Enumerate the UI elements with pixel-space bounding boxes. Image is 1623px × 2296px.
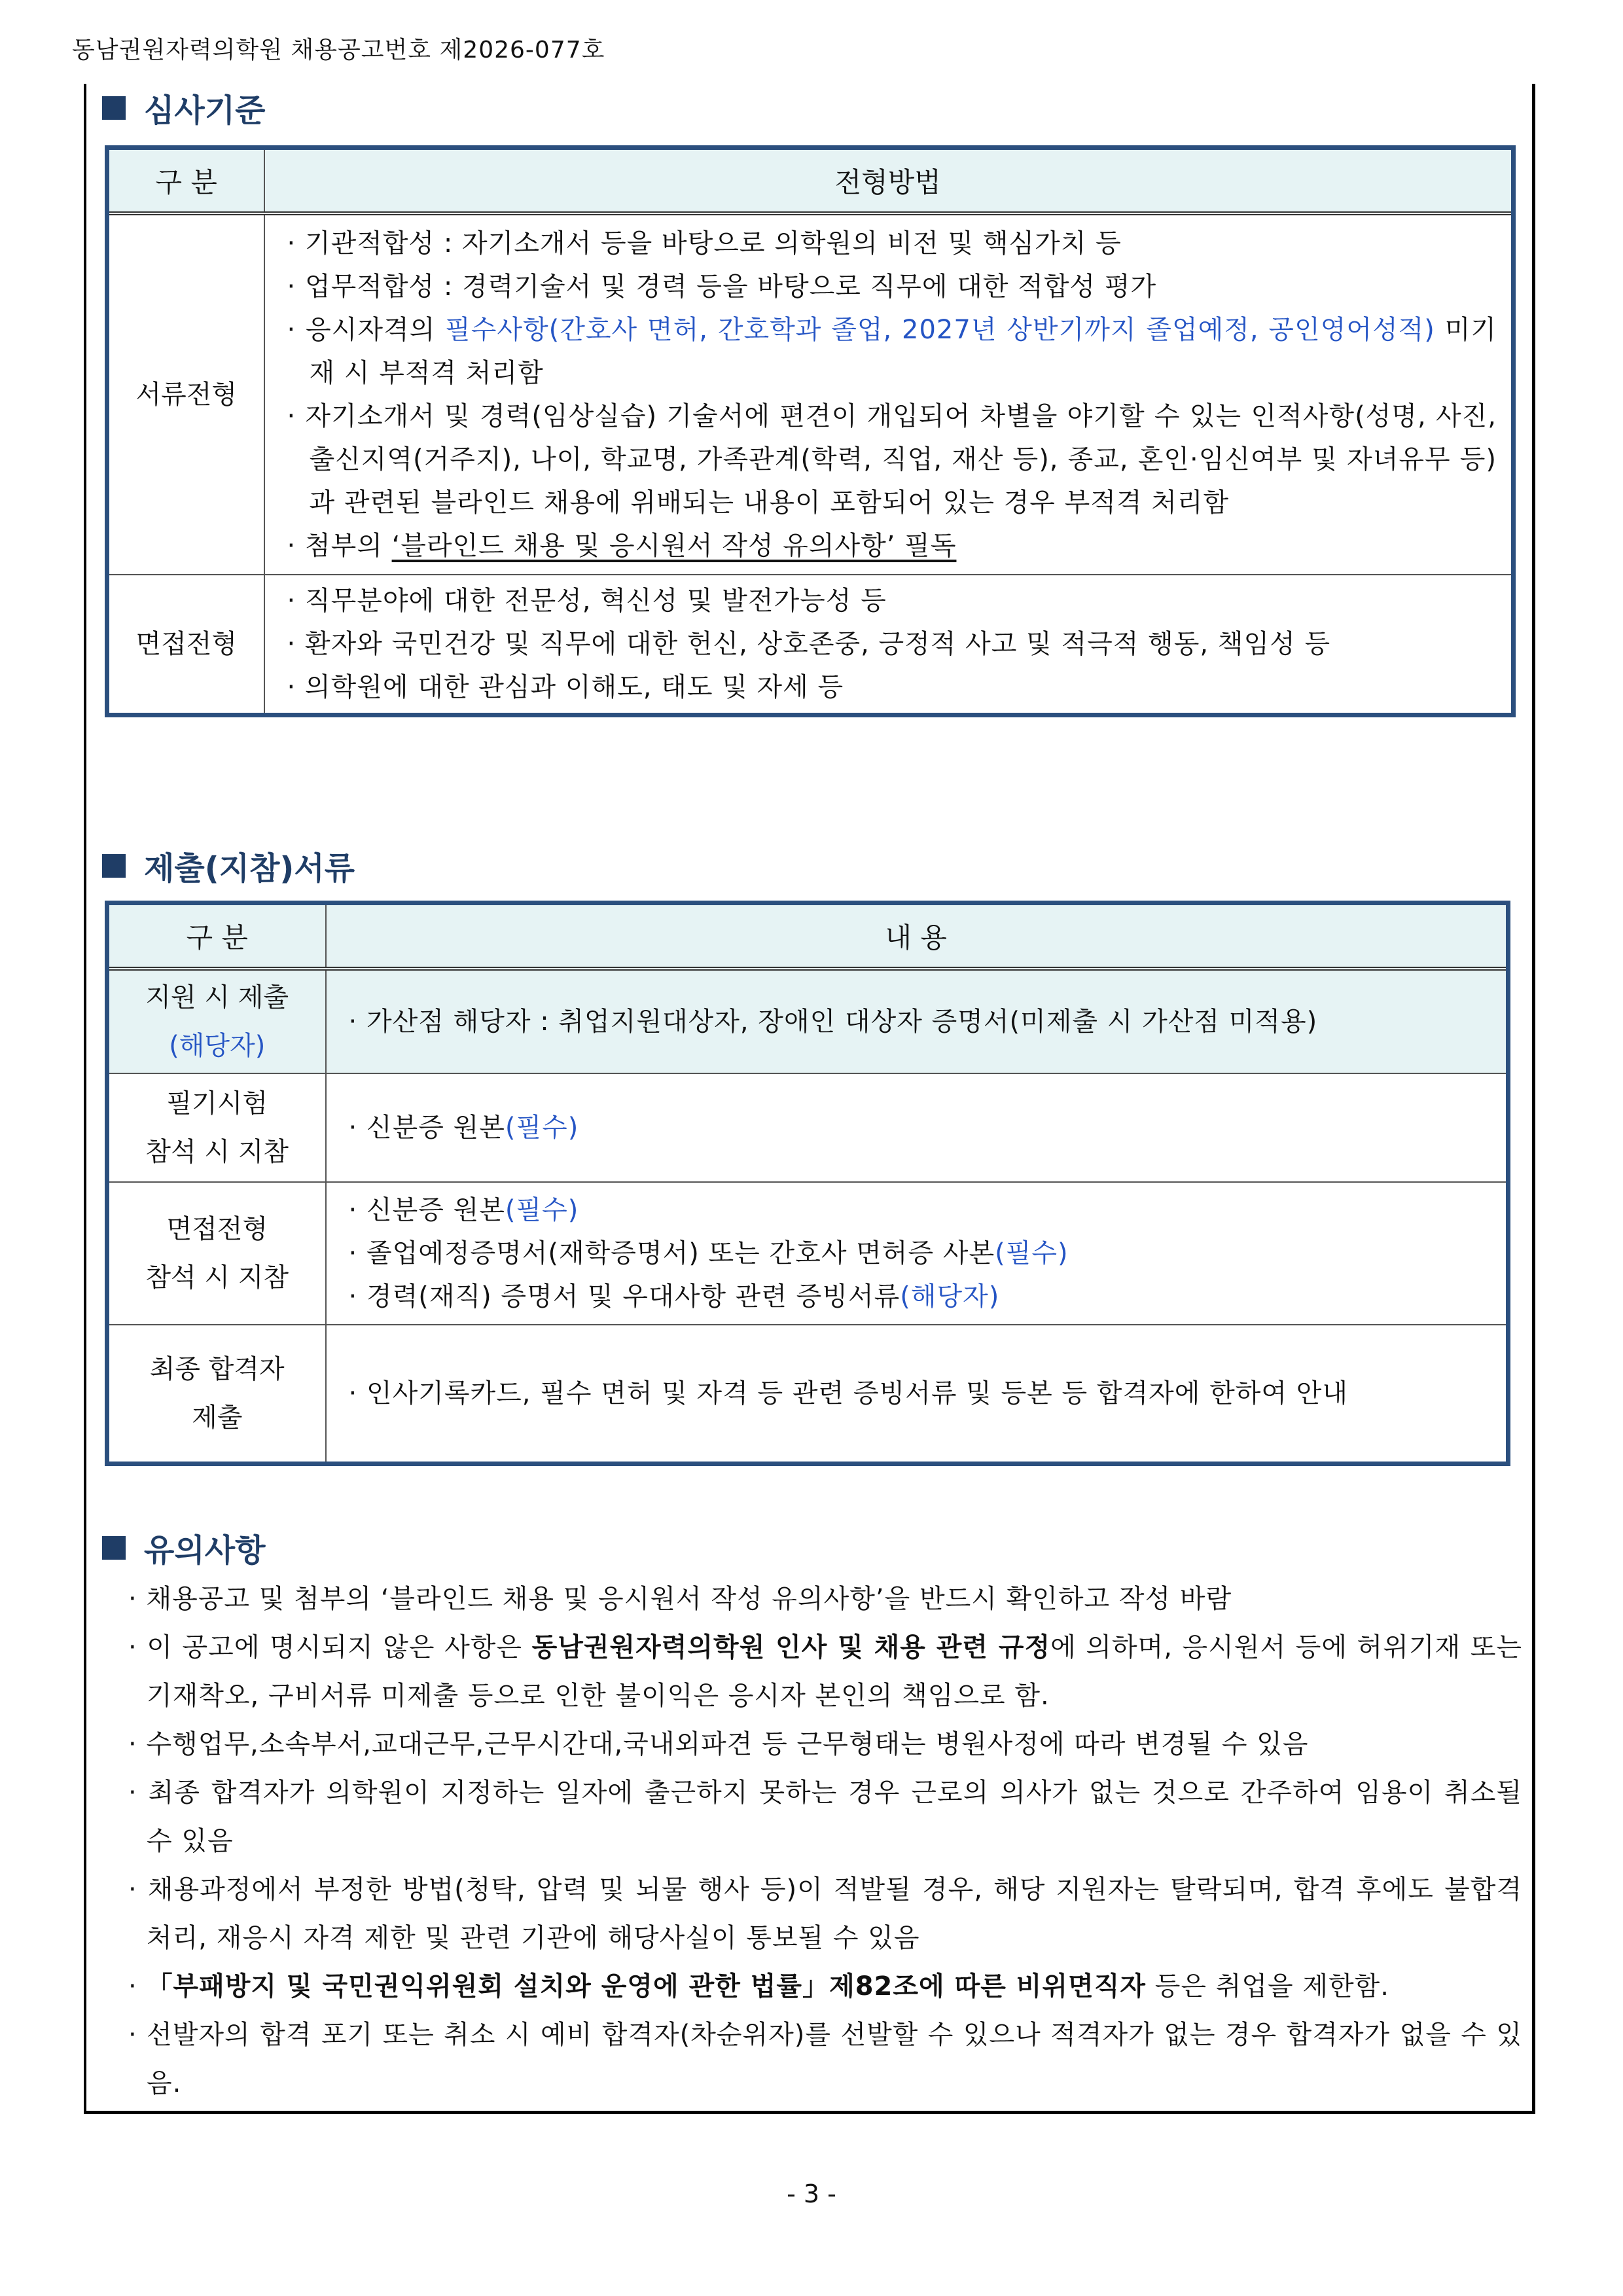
square-bullet-icon (102, 1536, 126, 1560)
documents-table (105, 901, 1510, 1466)
list-item: · 가산점 해당자 : 취업지원대상자, 장애인 대상자 증명서(미제출 시 가산점 미적용) (348, 1007, 1318, 1037)
table-row (107, 1182, 1508, 1325)
square-bullet-icon (102, 854, 126, 878)
list-item: · 신분증 원본(필수) (348, 1113, 579, 1143)
table-row (107, 213, 1514, 575)
list-item: · 업무적합성 : 경력기술서 및 경력 등을 바탕으로 직무에 대한 적합성 평가 (287, 272, 1157, 302)
row-label: 필기시험 참석 시 지참 (107, 1073, 326, 1182)
list-item: · 환자와 국민건강 및 직무에 대한 헌신, 상호존중, 긍정적 사고 및 적극적 행동, 책임성 등 (287, 629, 1331, 659)
table-row (107, 575, 1514, 715)
list-item: · 인사기록카드, 필수 면허 및 자격 등 관련 증빙서류 및 등본 등 합격자에 한하여 안내 (348, 1378, 1349, 1408)
table-row (107, 969, 1508, 1073)
row-label: 지원 시 제출 (해당자) (107, 969, 326, 1073)
section-title-criteria: 심사기준 (102, 85, 265, 130)
table-row (107, 1073, 1508, 1182)
document-header: 동남권원자력의학원 채용공고번호 제2026-077호 (72, 37, 605, 63)
required-reading-link: ‘블라인드 채용 및 응시원서 작성 유의사항’ 필독 (391, 531, 957, 561)
list-item: · 신분증 원본(필수) (348, 1195, 579, 1225)
square-bullet-icon (102, 96, 126, 120)
column-header: 구 분 (107, 903, 326, 969)
row-label: 면접전형 (107, 575, 264, 715)
page-number: - 3 - (787, 2179, 836, 2208)
row-label: 서류전형 (107, 213, 264, 575)
column-header: 구 분 (107, 148, 264, 214)
list-item: · 기관적합성 : 자기소개서 등을 바탕으로 의학원의 비전 및 핵심가치 등 (287, 228, 1122, 259)
list-item: · 첨부의 ‘블라인드 채용 및 응시원서 작성 유의사항’ 필독 (287, 531, 957, 561)
notes-list (128, 1575, 1522, 2108)
column-header: 내 용 (326, 903, 1508, 969)
list-item: · 경력(재직) 증명서 및 우대사항 관련 증빙서류(해당자) (348, 1282, 1000, 1312)
list-item: · 이 공고에 명시되지 않은 사항은 동남권원자력의학원 인사 및 채용 관련 규정에 의하며, 응시원서 등에 허위기재 또는 기재착오, 구비서류 미제출 등으로 인한 불이익은 응시자 본인의 책임으로 함. (128, 1632, 1522, 1711)
section-title-documents: 제출(지참)서류 (102, 843, 355, 888)
list-item: · 자기소개서 및 경력(임상실습) 기술서에 편견이 개입되어 차별을 야기할 수 있는 인적사항(성명, 사진, 출신지역(거주지), 나이, 학교명, 가족관계(학력, 직업, 재산 등), 종교, 혼인·임신여부 및 자녀유무 등)과 관련된 블라인드 채용에 위배되는 내용이 포함되어 있는 경우 부적격 처리함 (287, 401, 1497, 518)
section-title-notes: 유의사항 (102, 1525, 265, 1570)
list-item: · 선발자의 합격 포기 또는 취소 시 예비 합격자(차순위자)를 선발할 수 있으나 적격자가 없는 경우 합격자가 없을 수 있음. (128, 2020, 1522, 2098)
list-item: · 수행업무,소속부서,교대근무,근무시간대,국내외파견 등 근무형태는 병원사정에 따라 변경될 수 있음 (128, 1729, 1309, 1759)
row-label: 면접전형 참석 시 지참 (107, 1182, 326, 1325)
list-item: · 채용과정에서 부정한 방법(청탁, 압력 및 뇌물 행사 등)이 적발될 경우, 해당 지원자는 탈락되며, 합격 후에도 불합격 처리, 재응시 자격 제한 및 관련 기관에 해당사실이 통보될 수 있음 (128, 1874, 1522, 1953)
list-item: · 졸업예정증명서(재학증명서) 또는 간호사 면허증 사본(필수) (348, 1238, 1069, 1268)
list-item: · 최종 합격자가 의학원이 지정하는 일자에 출근하지 못하는 경우 근로의 의사가 없는 것으로 간주하여 임용이 취소될 수 있음 (128, 1778, 1522, 1856)
column-header: 전형방법 (264, 148, 1514, 214)
list-item: · 응시자격의 필수사항(간호사 면허, 간호학과 졸업, 2027년 상반기까지 졸업예정, 공인영어성적) 미기재 시 부적격 처리함 (287, 315, 1497, 388)
criteria-table (105, 145, 1516, 717)
list-item: · 직무분야에 대한 전문성, 혁신성 및 발전가능성 등 (287, 586, 887, 616)
row-label: 최종 합격자 제출 (107, 1325, 326, 1463)
list-item: · 「부패방지 및 국민권익위원회 설치와 운영에 관한 법률」제82조에 따른 비위면직자 등은 취업을 제한함. (128, 1971, 1389, 2001)
table-row (107, 1325, 1508, 1463)
list-item: · 채용공고 및 첨부의 ‘블라인드 채용 및 응시원서 작성 유의사항’을 반드시 확인하고 작성 바람 (128, 1584, 1232, 1614)
list-item: · 의학원에 대한 관심과 이해도, 태도 및 자세 등 (287, 672, 844, 702)
